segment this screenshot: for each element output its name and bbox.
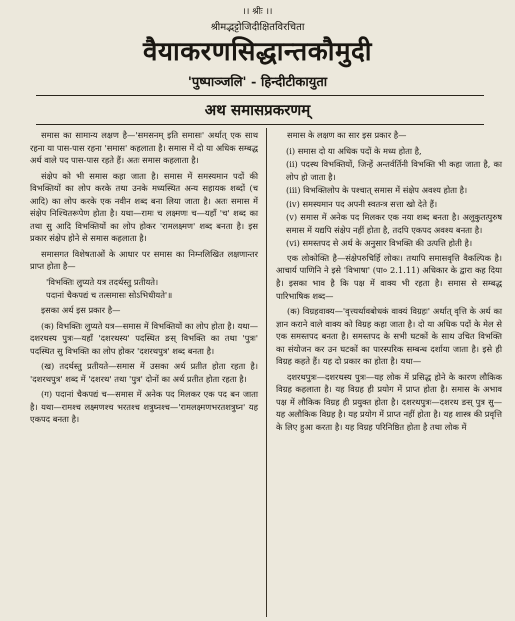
paragraph: (ख) तदर्थस्तु प्रतीयते—समास में उसका अर्थ प्रतीत होता रहता है। 'दशरथपुत्र' शब्द में 'दशरथ' तथा 'पुत्र' दोनों का अर्थ प्रतीत होता रहता है।: [30, 361, 258, 384]
left-column: [30, 129, 258, 429]
list-item: (vi) समस्तपद से अर्थ के अनुसार विभक्ति की उत्पत्ति होती है।: [286, 238, 473, 249]
top-rule: [36, 95, 484, 96]
paragraph: (ग) पदानां चैकपद्यं च—समास में अनेक पद मिलकर एक पद बन जाता है। यथा—रामश्च लक्ष्मणश्च भरतश्च शत्रुघ्नश्च—'रामलक्ष्मणभरतशत्रुघ्न' यह एकपद बनता है।: [30, 389, 258, 425]
paragraph: समास का सामान्य लक्षण है—'समसनम् इति समासः' अर्थात् एक साथ रहना या पास-पास रहना 'समास' कहलाता है। समास में दो या अधिक सम्बद्ध अर्थ वाले पद पास-पास रहते हैं। अतः समास कहलाता है।: [30, 130, 258, 166]
commentary-subtitle: 'पुष्पाञ्जलि' - हिन्दीटीकायुता: [187, 75, 328, 90]
book-title: वैयाकरणसिद्धान्तकौमुदी: [142, 37, 373, 67]
paragraph: समास के लक्षण का सार इस प्रकार है—: [287, 130, 407, 140]
paragraph: संक्षेप को भी समास कहा जाता है। समास में समस्यमान पदों की विभक्तियों का लोप करके तथा उनके मध्यस्थित अन्य सहायक शब्दों (च आदि) का लोप करके एक नवीन शब्द बना लिया जाता है। अतः समास में संक्षेप निश्चितरूपेण होता है। यथा—रामः च लक्ष्मणः च—यहाँ 'च' शब्द का तथा सु आदि विभक्तियों का लोप होकर 'रामलक्ष्मण' शब्द बनता है। इस प्रकार संक्षेप होने से समास कहलाता है।: [30, 170, 258, 244]
invocation-line: ।। श्रीः ।।: [242, 7, 273, 17]
verse-line: पदानां चैकपद्यं च तत्समासः सोऽभिधीयते'॥: [46, 289, 173, 300]
list-item: (i) समास दो या अधिक पदों के मध्य होता है,: [286, 145, 422, 156]
verse-line: 'विभक्तिः लुप्यते यत्र तदर्थस्तु प्रतीयते।: [46, 277, 159, 288]
paragraph: एक लोकोक्ति है—संक्षेपरुचिर्हि लोकः। तथापि समासवृत्ति वैकल्पिक है। आचार्य पाणिनि ने इसे 'विभाषा' (पा० 2.1.11) अधिकार के द्वारा कह दिया है। इसका भाव है कि पक्ष में वाक्य भी रहता है। समास से सम्बद्ध पारिभाषिक शब्द—: [276, 252, 502, 301]
list-item: (iv) समस्यमान पद अपनी स्वतन्त्र सत्ता खो देते हैं।: [286, 198, 438, 209]
right-column: [276, 129, 502, 437]
paragraph: इसका अर्थ इस प्रकार है—: [41, 305, 121, 316]
author-line: श्रीमद्भट्टोजिदीक्षितविरचिता: [210, 22, 305, 33]
list-item: (iii) विभक्तिलोप के पश्चात् समास में संक्षेप अवश्य होता है।: [286, 185, 468, 196]
list-item: (v) समास में अनेक पद मिलकर एक नया शब्द बनता है। अलुकुतत्पुरुष समास में यद्यपि संक्षेप नहीं होता है, तदपि एकपद अवश्य बनता है।: [286, 212, 502, 235]
bottom-rule: [36, 124, 484, 125]
list-item: (ii) पदस्थ विभक्तियों, जिन्हें अन्तर्वर्तिनी विभक्ति भी कहा जाता है, का लोप हो जाता है।: [286, 159, 502, 182]
paragraph: दशरथपुत्रः—दशरथस्य पुत्रः—यह लोक में प्रसिद्ध होने के कारण लौकिक विग्रह कहलाता है। यह विग्रह ही प्रयोग में प्राप्त होता है। समास के अभाव पक्ष में लौकिक विग्रह ही प्रयुक्त होता है। दशरथपुत्रः—दशरथ ङस् पुत्र सु—यह अलौकिक विग्रह है। यह प्रयोग में प्राप्त नहीं होता है। यह शास्त्र की प्रवृत्ति के लिए हुआ करता है। यह विग्रह परिनिष्ठित होता है तथा लोक में: [276, 371, 502, 433]
paragraph: (क) विग्रहवाक्य—'वृत्त्यर्थावबोधकं वाक्यं विग्रहः' अर्थात् वृत्ति के अर्थ का ज्ञान कराने वाले वाक्य को विग्रह कहा जाता है। दो या अधिक पदों के मेल से एक समस्तपद बनता है। समस्तपद के सभी घटकों के साथ उचित विभक्ति का संयोजन कर उन घटकों का पारस्परिक सम्बन्ध दर्शाया जाता है। इसे ही विग्रह कहते हैं। यह दो प्रकार का होता है। यथा—: [276, 306, 502, 367]
column-divider: [266, 128, 267, 617]
paragraph: समासगत विशेषताओं के आधार पर समास का निम्नलिखित लक्षणान्तर प्राप्त होता है—: [30, 248, 258, 272]
paragraph: (क) विभक्तिः लुप्यते यत्र—समास में विभक्तियों का लोप होता है। यथा—दशरथस्य पुत्रः—यहाँ 'दशरथस्य' पदस्थित ङस् विभक्ति का तथा 'पुत्रः' पदस्थित सु विभक्ति का लोप होकर 'दशरथपुत्र' शब्द बनता है।: [30, 320, 258, 356]
section-heading: अथ समासप्रकरणम्: [204, 101, 311, 119]
